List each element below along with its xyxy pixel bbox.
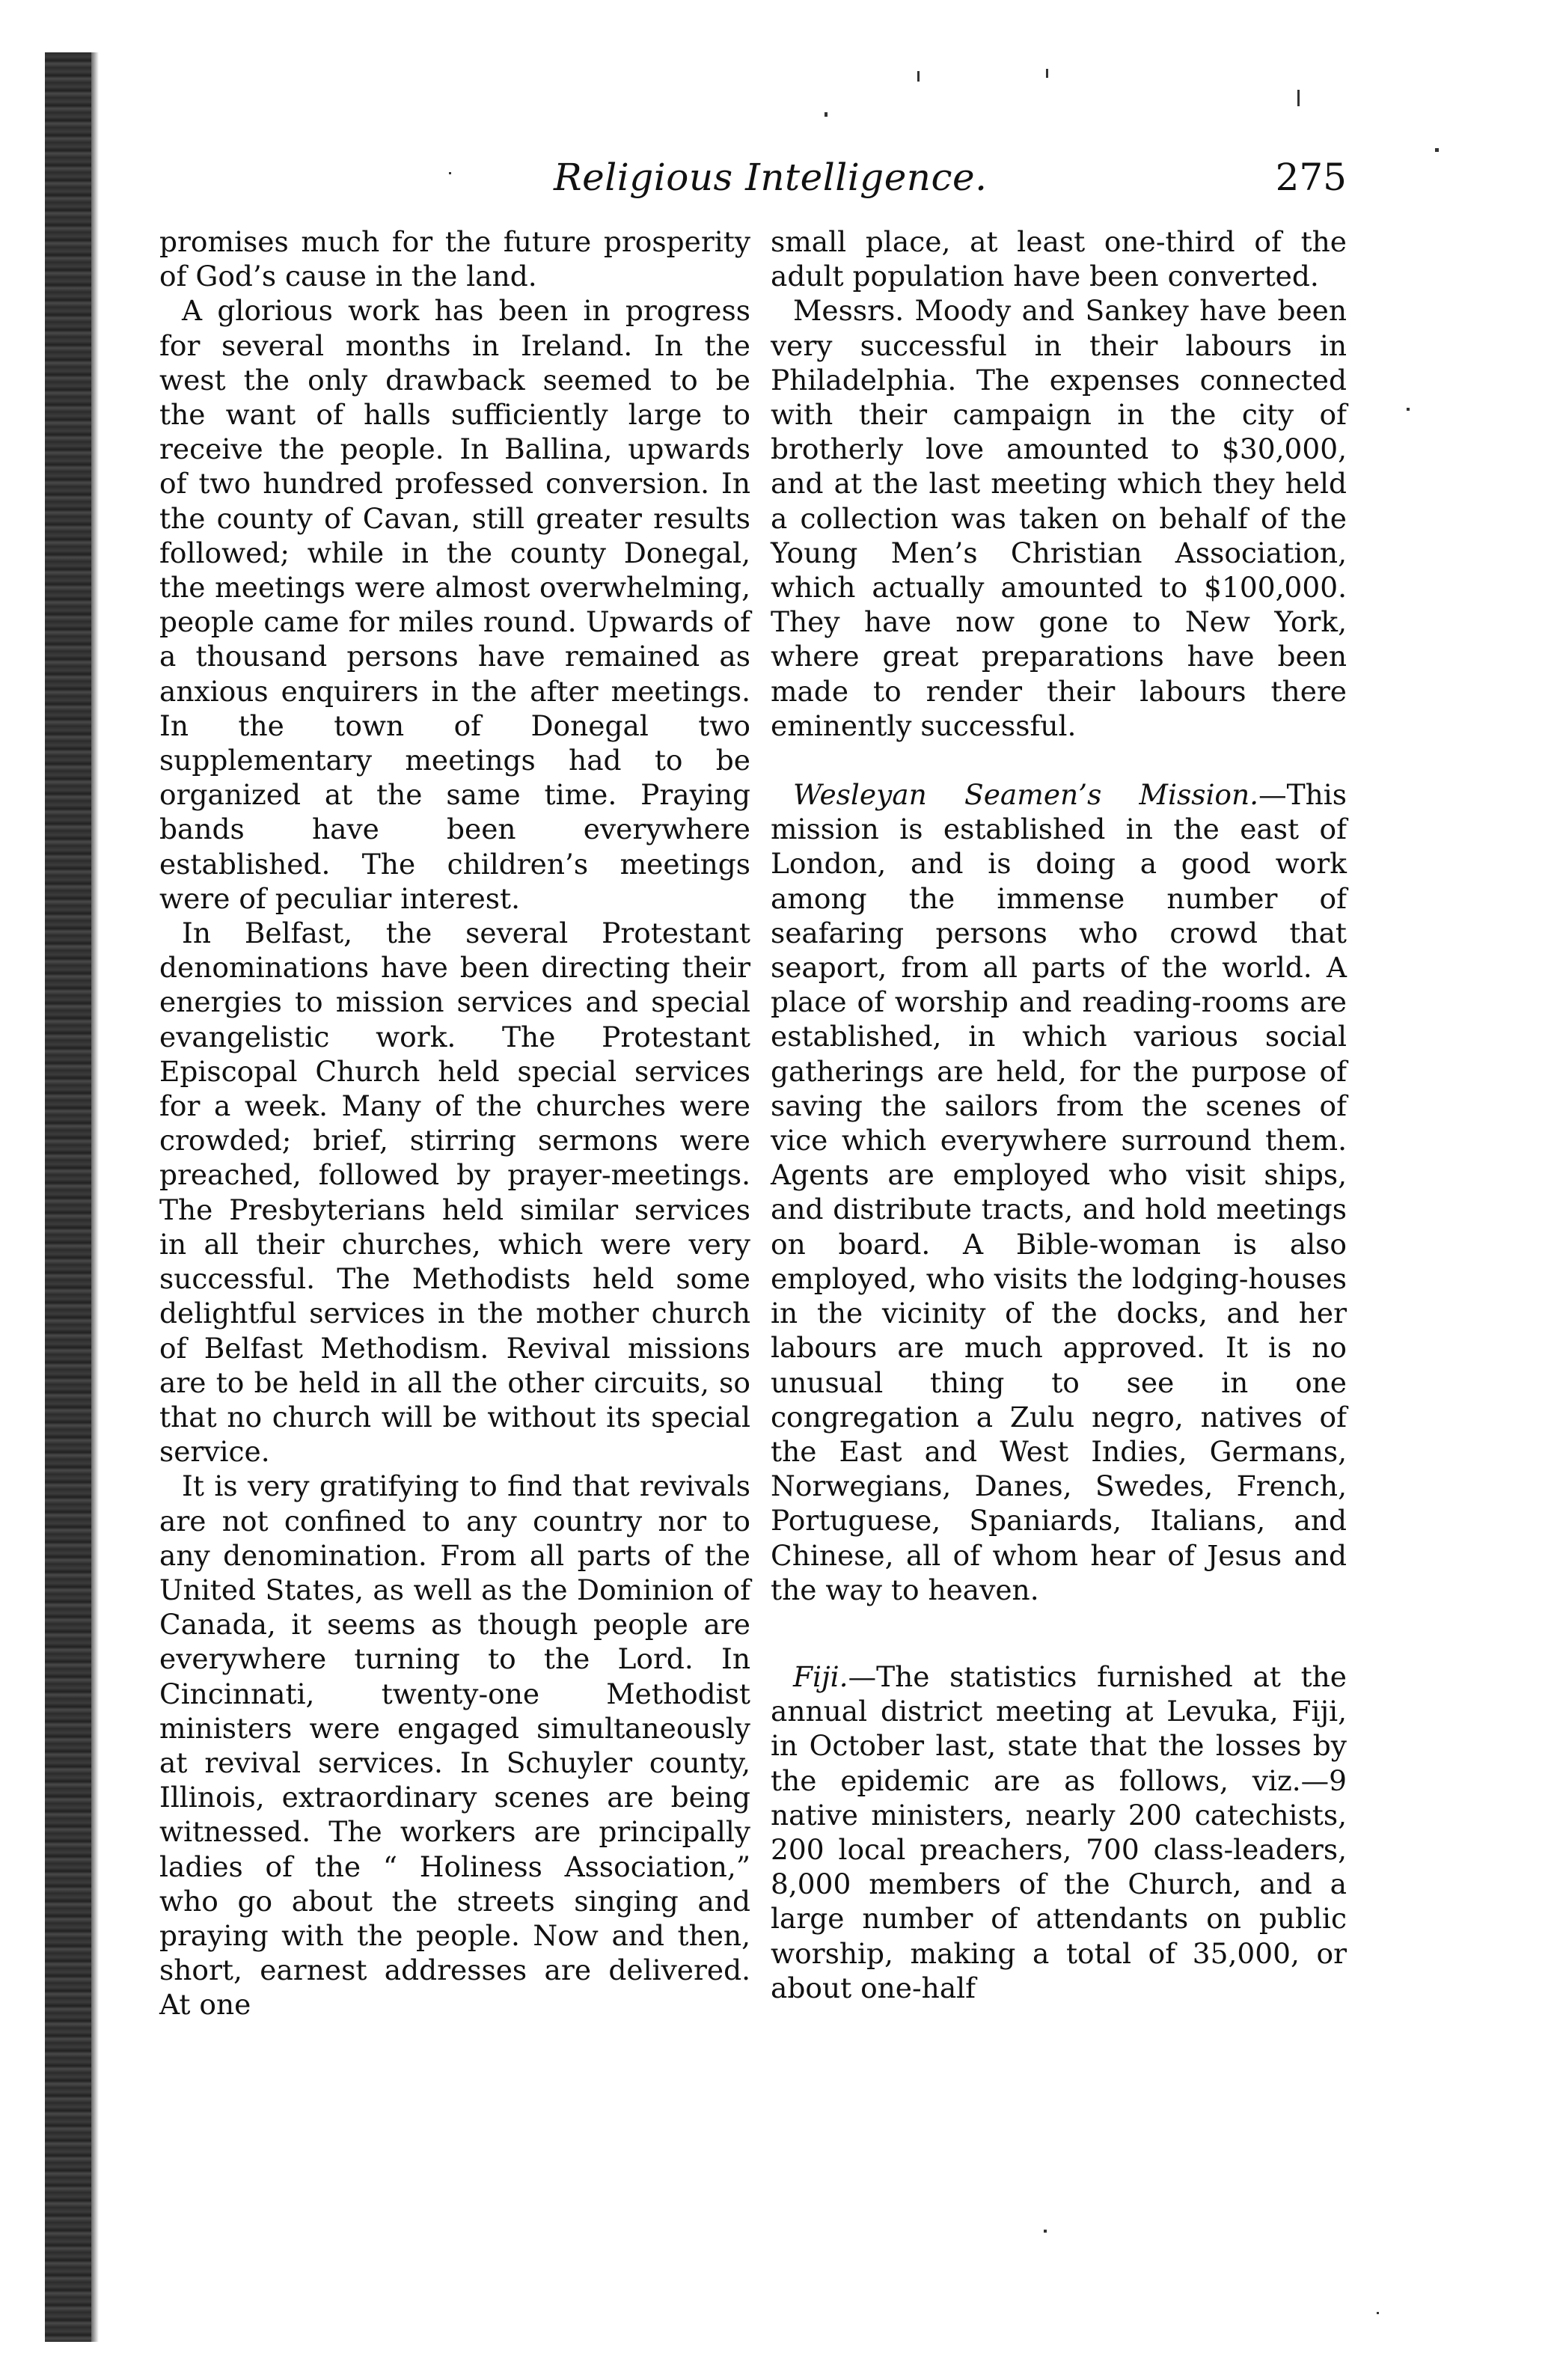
paragraph: In Belfast, the several Protestant denominations have been directing their energies to mission services and special evangelistic work. The Protestant Episcopal Church held special services for a week. Many of the churches were crowded; brief, stirring sermons were preached, followed by prayer-meetings. The Presbyterians held similar services in all their churches, which were very successful. The Methodists held some delightful services in the mother church of Belfast Methodism. Revival missions are to be held in all the other circuits, so that no church will be without its special service. [159, 917, 750, 1469]
right-column [771, 224, 1347, 2005]
paragraph: Messrs. Moody and Sankey have been very successful in their labours in Philadelphia. The expenses connected with their campaign in the city of brotherly love amounted to $30,000, and at the last meeting which they held a collection was taken on behalf of the Young Men’s Christian Association, which actually amounted to $100,000. They have now gone to New York, where great preparations have been made to render their labours there eminently successful. [771, 294, 1347, 742]
left-column [159, 224, 750, 2022]
section-heading: Wesleyan Seamen’s Mission. [793, 778, 1259, 812]
paragraph: It is very gratifying to find that revivals are not confined to any country nor to any denomination. From all parts of the United States, as well as the Dominion of Canada, it seems as though people are everywhere turning to the Lord. In Cincinnati, twenty-one Methodist ministers were engaged simultaneously at revival services. In Schuyler county, Illinois, extraordinary scenes are being witnessed. The workers are principally ladies of the “ Holiness Association,” who go about the streets singing and praying with the people. Now and then, short, earnest addresses are delivered. At one [159, 1469, 750, 2022]
running-title: Religious Intelligence. [554, 156, 988, 199]
paragraph: promises much for the future prosperity of God’s cause in the land. [159, 225, 750, 293]
section-heading: Fiji. [793, 1659, 848, 1693]
section-text: —This mission is established in the east of London, and is doing a good work among the immense number of seafaring persons who crowd that seaport, from all parts of the world. A place of worship and reading-rooms are established, in which various social gatherings are held, for the purpose of saving the sailors from the scenes of vice which everywhere surround them. Agents are employed who visit ships, and distribute tracts, and hold meetings on board. A Bible-woman is also employed, who visits the lodging-houses in the vicinity of the docks, and her labours are much approved. It is no unusual thing to see in one congregation a Zulu negro, natives of the East and West Indies, Germans, Norwegians, Danes, Swedes, French, Portuguese, Spaniards, Italians, and Chinese, all of whom hear of Jesus and the way to heaven. [771, 778, 1347, 1606]
paragraph: A glorious work has been in progress for several months in Ireland. In the west the only drawback seemed to be the want of halls sufficiently large to receive the people. In Ballina, upwards of two hundred professed conversion. In the county of Cavan, still greater results followed; while in the county Donegal, the meetings were almost overwhelming, people came for miles round. Upwards of a thousand persons have remained as anxious enquirers in the after meetings. In the town of Donegal two supplementary meetings had to be organized at the same time. Praying bands have been everywhere established. The children’s meetings were of peculiar interest. [159, 294, 750, 915]
seamens-mission-section [771, 777, 1347, 1607]
binding-shadow [91, 52, 99, 2342]
page-header [135, 156, 1347, 215]
paragraph: small place, at least one-third of the adult population have been converted. [771, 225, 1347, 293]
binding-edge-scan [45, 52, 91, 2342]
section-text: —The statistics furnished at the annual district meeting at Levuka, Fiji, in October last, state that the losses by the epidemic are as follows, viz.—9 native ministers, nearly 200 catechists, 200 local preachers, 700 class-leaders, 8,000 members of the Church, and a large number of attendants on public worship, making a total of 35,000, or about one-half [771, 1659, 1347, 2004]
fiji-section [771, 1659, 1347, 2005]
page-number: 275 [1275, 156, 1347, 199]
